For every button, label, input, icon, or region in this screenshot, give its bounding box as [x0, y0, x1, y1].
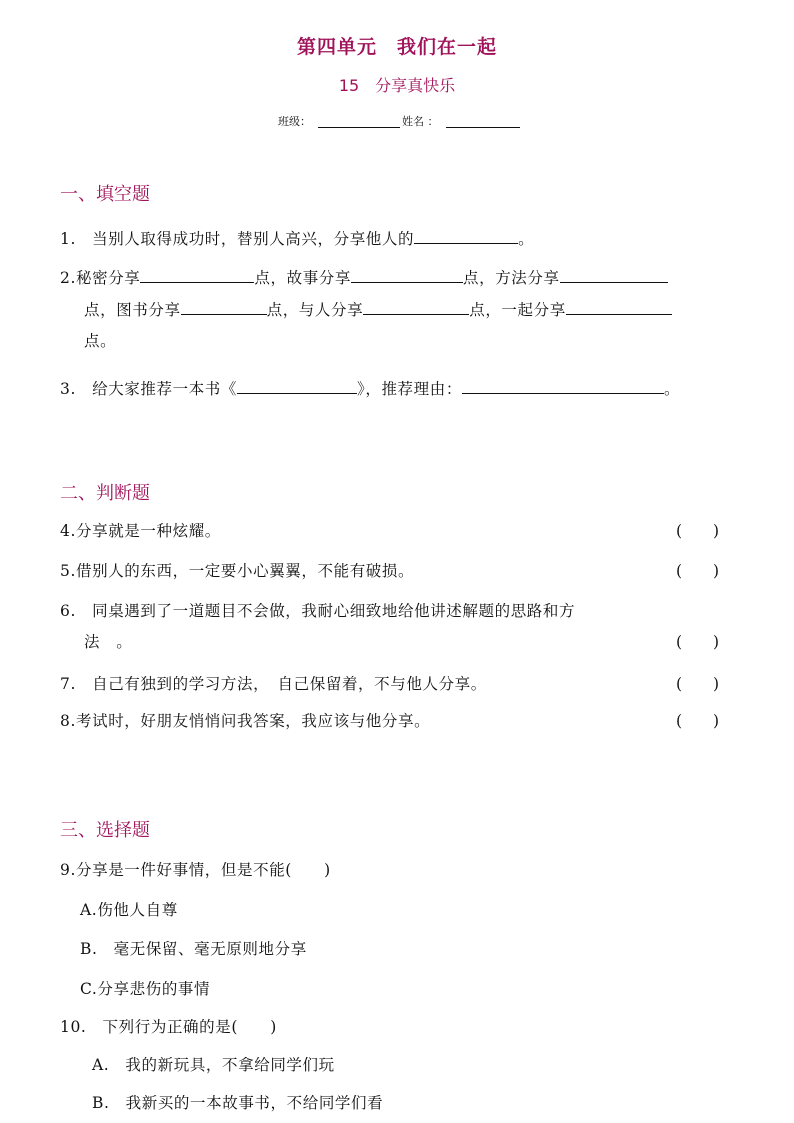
question-3-text-a: 3. 给大家推荐一本书《 [60, 380, 237, 398]
answer-blank[interactable] [363, 313, 469, 315]
book-title-blank[interactable] [237, 392, 357, 394]
answer-parentheses[interactable]: ( ) [676, 522, 720, 540]
option-10a[interactable]: A. 我的新玩具，不拿给同学们玩 [92, 1056, 335, 1074]
name-blank[interactable] [446, 126, 520, 128]
question-6-line-1: 6. 同桌遇到了一道题目不会做，我耐心细致地给他讲述解题的思路和方 [60, 602, 576, 620]
class-label: 班级： [278, 115, 311, 128]
question-1-text: 1. 当别人取得成功时，替别人高兴，分享他人的 [60, 230, 415, 248]
lesson-title: 15 分享真快乐 [338, 76, 456, 95]
question-2-text-f: 点，一起分享 [469, 301, 566, 319]
class-blank[interactable] [318, 126, 400, 128]
question-1 [60, 227, 534, 249]
answer-parentheses[interactable]: ( ) [676, 633, 720, 651]
question-6-line-2: 法 。 [84, 633, 133, 651]
option-9a[interactable]: A.伤他人自尊 [80, 901, 178, 919]
question-3 [60, 377, 680, 399]
question-3-text-b: 》，推荐理由： [357, 380, 462, 398]
answer-parentheses[interactable]: ( ) [676, 675, 720, 693]
reason-blank[interactable] [462, 392, 664, 394]
question-2-text-e: 点，与人分享 [266, 301, 364, 319]
question-9: 9.分享是一件好事情，但是不能( ) [60, 861, 331, 879]
option-9b[interactable]: B. 毫无保留、毫无原则地分享 [80, 940, 307, 958]
answer-blank[interactable] [560, 281, 668, 283]
question-10: 10. 下列行为正确的是( ) [60, 1018, 277, 1036]
question-2-line-3: 点。 [84, 332, 117, 350]
section-choice-heading: 三、选择题 [60, 820, 150, 841]
question-2-text-a: 2.秘密分享 [60, 269, 141, 287]
answer-blank[interactable] [140, 281, 254, 283]
name-label: 姓名 ： [402, 115, 439, 128]
answer-blank[interactable] [181, 313, 267, 315]
question-5: 5.借别人的东西，一定要小心翼翼，不能有破损。 [60, 562, 415, 580]
question-7: 7. 自己有独到的学习方法， 自己保留着，不与他人分享。 [60, 675, 487, 693]
question-4: 4.分享就是一种炫耀。 [60, 522, 221, 540]
option-9c[interactable]: C.分享悲伤的事情 [80, 980, 211, 998]
answer-blank[interactable] [351, 281, 463, 283]
question-2-text-b: 点，故事分享 [254, 269, 351, 287]
answer-blank[interactable] [414, 242, 518, 244]
answer-parentheses[interactable]: ( ) [676, 562, 720, 580]
question-1-end: 。 [518, 230, 535, 248]
question-3-end: 。 [663, 380, 681, 398]
question-2-text-d: 点，图书分享 [84, 301, 181, 319]
question-2-line-2 [84, 298, 672, 320]
question-8: 8.考试时，好朋友悄悄问我答案，我应该与他分享。 [60, 712, 431, 730]
answer-parentheses[interactable]: ( ) [676, 712, 720, 730]
section-fill-heading: 一、填空题 [60, 184, 150, 205]
section-judge-heading: 二、判断题 [60, 483, 150, 504]
unit-title: 第四单元 我们在一起 [296, 36, 497, 58]
answer-blank[interactable] [566, 313, 672, 315]
question-2-text-c: 点，方法分享 [463, 269, 560, 287]
question-2-line-1 [60, 266, 668, 288]
option-10b[interactable]: B. 我新买的一本故事书，不给同学们看 [92, 1094, 384, 1112]
